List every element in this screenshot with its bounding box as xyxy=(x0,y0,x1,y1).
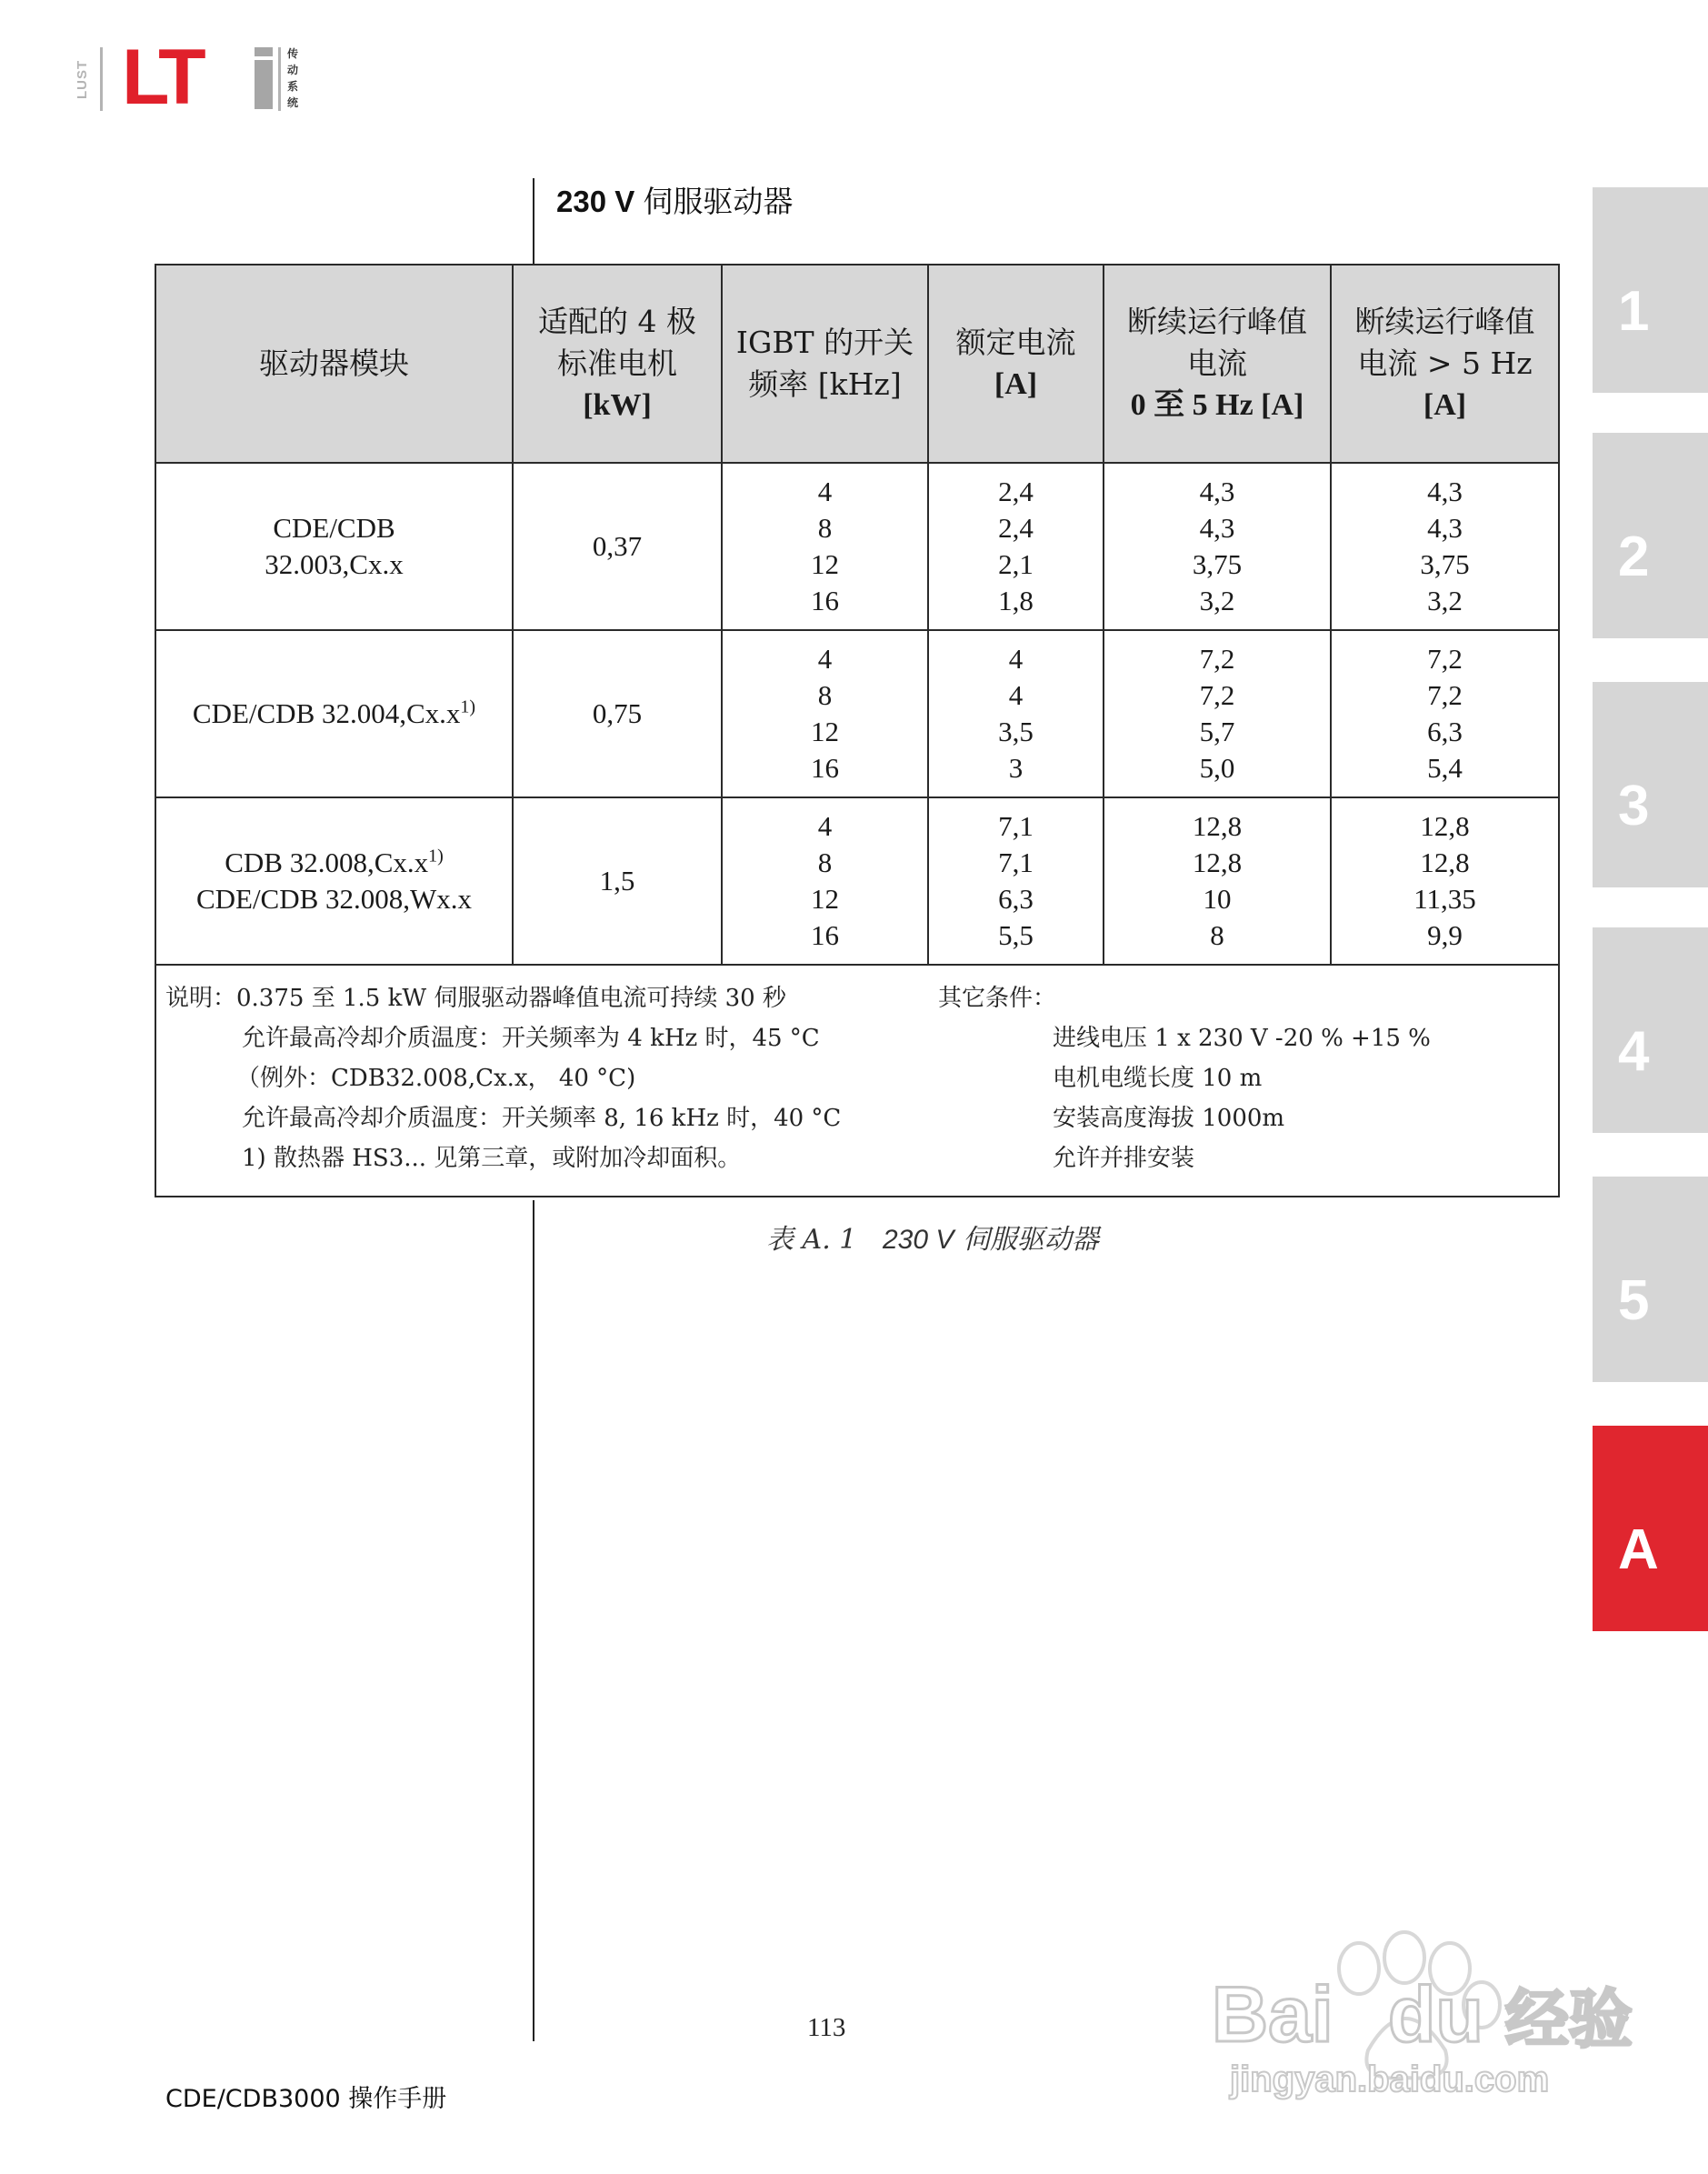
logo-i-dot xyxy=(255,47,273,56)
note-line: （例外：CDB32.008,Cx.x， 40 °C) xyxy=(236,1065,636,1092)
cell-model: CDE/CDB 32.003,Cx.x xyxy=(155,463,513,630)
cell-frequency: 4 8 12 16 xyxy=(722,463,928,630)
watermark-url: jingyan.baidu.com xyxy=(1230,2059,1550,2099)
spec-table xyxy=(155,264,1560,1197)
vertical-rule-top xyxy=(533,178,534,266)
cell-model: CDE/CDB $32.004,Cx.x^{1)}$ xyxy=(155,630,513,797)
page-number: 113 xyxy=(807,2013,846,2042)
cell-frequency: 4 8 12 16 xyxy=(722,797,928,965)
note-line: 说明：0.375 至 1.5 kW 伺服驱动器峰值电流可持续 30 秒 xyxy=(165,985,786,1012)
note-line: 允许最高冷却介质温度：开关频率为 4 kHz 时，45 °C xyxy=(242,1025,820,1052)
cell-peak-0-5hz: 7,2 7,2 5,7 5,0 xyxy=(1104,630,1331,797)
table-notes-row xyxy=(155,965,1559,1197)
logo-i-stem xyxy=(255,60,273,109)
logo-chinese-text: 传 动 系 统 xyxy=(287,47,299,109)
cell-peak-gt5hz: 7,2 7,2 6,3 5,4 xyxy=(1331,630,1559,797)
header-rated-current: 额定电流 [A] xyxy=(928,265,1104,463)
logo-divider xyxy=(100,47,103,111)
logo-divider-2 xyxy=(278,47,281,111)
cell-motor-kw: 0,75 xyxy=(513,630,722,797)
footer-manual-title: CDE/CDB3000 操作手册 xyxy=(165,2085,447,2113)
cell-rated-current: 7,1 7,1 6,3 5,5 xyxy=(928,797,1104,965)
table-header-row xyxy=(155,265,1559,463)
condition-line: 允许并排安装 xyxy=(1053,1145,1195,1172)
condition-line: 进线电压 1 x 230 V -20 % +15 % xyxy=(1053,1025,1431,1052)
condition-heading: 其它条件： xyxy=(938,985,1057,1012)
cell-peak-gt5hz: 4,3 4,3 3,75 3,2 xyxy=(1331,463,1559,630)
header-peak-current-gt5hz: 断续运行峰值 电流 > 5 Hz [A] xyxy=(1331,265,1559,463)
cell-peak-0-5hz: 12,8 12,8 10 8 xyxy=(1104,797,1331,965)
chapter-tab-2[interactable]: 2 xyxy=(1593,433,1708,638)
header-motor-power: 适配的 4 极 标准电机 [kW] xyxy=(513,265,722,463)
condition-line: 电机电缆长度 10 m xyxy=(1053,1065,1263,1092)
notes-left xyxy=(165,982,841,1182)
company-logo xyxy=(75,34,302,121)
vertical-rule-bottom xyxy=(533,1200,534,2041)
note-line: 1) 散热器 HS3... 见第三章，或附加冷却面积。 xyxy=(242,1145,742,1172)
baidu-watermark xyxy=(1204,1914,1695,2105)
note-line: 允许最高冷却介质温度：开关频率 8, 16 kHz 时，40 °C xyxy=(242,1105,842,1132)
cell-rated-current: 4 4 3,5 3 xyxy=(928,630,1104,797)
logo-lust-text: LUST xyxy=(75,59,90,99)
cell-motor-kw: 0,37 xyxy=(513,463,722,630)
table-row xyxy=(155,463,1559,630)
chapter-tab-a[interactable]: A xyxy=(1593,1426,1708,1631)
footnote-marker: 1) xyxy=(460,696,476,717)
cell-motor-kw: 1,5 xyxy=(513,797,722,965)
logo-lt-text: LT xyxy=(122,34,201,121)
header-drive-module: 驱动器模块 xyxy=(155,265,513,463)
notes-right xyxy=(938,982,1431,1182)
table-row xyxy=(155,797,1559,965)
chapter-tab-5[interactable]: 5 xyxy=(1593,1177,1708,1382)
cell-peak-gt5hz: 12,8 12,8 11,35 9,9 xyxy=(1331,797,1559,965)
header-switching-frequency: IGBT 的开关 频率 [kHz] xyxy=(722,265,928,463)
cell-rated-current: 2,4 2,4 2,1 1,8 xyxy=(928,463,1104,630)
section-title: 230 V 伺服驱动器 xyxy=(556,184,794,219)
cell-peak-0-5hz: 4,3 4,3 3,75 3,2 xyxy=(1104,463,1331,630)
chapter-tab-1[interactable]: 1 xyxy=(1593,187,1708,393)
table-row xyxy=(155,630,1559,797)
table-notes xyxy=(155,965,1559,1197)
header-peak-current-0-5hz: 断续运行峰值 电流 0 至 5 Hz [A] xyxy=(1104,265,1331,463)
chapter-tab-4[interactable]: 4 xyxy=(1593,927,1708,1133)
chapter-tab-3[interactable]: 3 xyxy=(1593,682,1708,887)
cell-model: CDB $32.008,Cx.x^{1)}$ CDE/CDB 32.008,Wx.x xyxy=(155,797,513,965)
footnote-marker: 1) xyxy=(428,846,444,867)
cell-frequency: 4 8 12 16 xyxy=(722,630,928,797)
watermark-brand: Bai du 经验 xyxy=(1212,1971,1633,2059)
table-caption: 表 A. 1 230 V 伺服驱动器 xyxy=(766,1224,1099,1256)
condition-line: 安装高度海拔 1000m xyxy=(1053,1105,1285,1132)
